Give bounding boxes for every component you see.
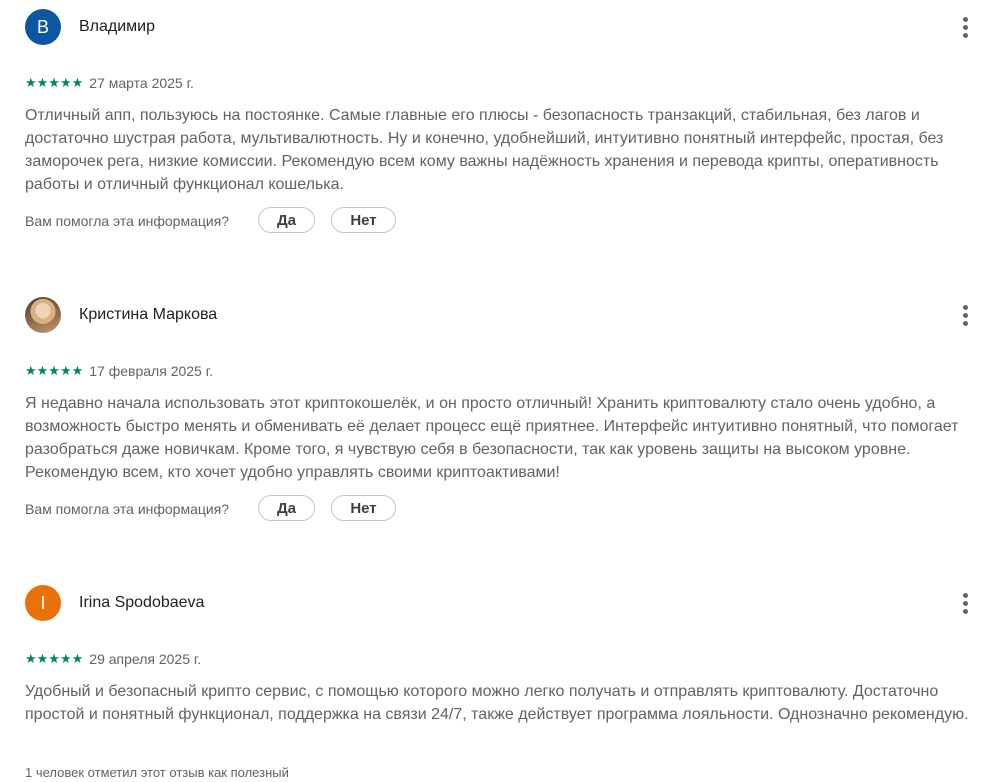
- review-date: 29 апреля 2025 г.: [89, 651, 202, 667]
- more-options-button[interactable]: [954, 303, 978, 327]
- helpful-yes-button[interactable]: Да: [258, 495, 315, 521]
- star-rating: ★★★★★: [25, 75, 84, 90]
- star-rating: ★★★★★: [25, 363, 84, 378]
- helpful-yes-button[interactable]: Да: [258, 207, 315, 233]
- helpful-no-button[interactable]: Нет: [331, 207, 396, 233]
- more-vert-icon: [963, 601, 968, 606]
- more-vert-icon: [963, 593, 968, 598]
- review-meta: [25, 74, 194, 92]
- review-date: 17 февраля 2025 г.: [89, 363, 214, 379]
- more-vert-icon: [963, 321, 968, 326]
- review-header: [25, 297, 975, 333]
- review-author: Кристина Маркова: [79, 306, 218, 323]
- review-header: [25, 585, 975, 621]
- review-author: Irina Spodobaeva: [79, 594, 205, 611]
- helpful-question: Вам помогла эта информация?: [25, 501, 230, 517]
- star-rating: ★★★★★: [25, 651, 84, 666]
- more-vert-icon: [963, 305, 968, 310]
- helpful-prompt: [25, 495, 625, 523]
- review-meta: [25, 362, 213, 380]
- avatar: I: [25, 585, 61, 621]
- more-vert-icon: [963, 609, 968, 614]
- more-vert-icon: [963, 33, 968, 38]
- review-text: Удобный и безопасный крипто сервис, с помощью которого можно легко получать и отправлять криптовалюту. Достаточно простой и понятный функционал, поддержка на связи 24/7, также действует программа лояльности. Однозначно рекомендую.: [25, 683, 969, 723]
- review-date: 27 марта 2025 г.: [89, 75, 194, 91]
- review-meta: [25, 650, 201, 668]
- review-header: [25, 9, 975, 45]
- more-options-button[interactable]: [954, 591, 978, 615]
- more-vert-icon: [963, 25, 968, 30]
- helpful-question: Вам помогла эта информация?: [25, 213, 230, 229]
- review-text: Я недавно начала использовать этот криптокошелёк, и он просто отличный! Хранить криптовалюту стало очень удобно, а возможность быстро менять и обменивать её делает процесс ещё приятнее. Интерфейс интуитивно понятный, что помогает разобраться даже новичкам. Кроме того, я чувствую себя в безопасности, так как уровень защиты на высоком уровне. Рекомендую всем, кто хочет удобно управлять своими криптоактивами!: [25, 395, 959, 481]
- avatar: В: [25, 9, 61, 45]
- review-text: Отличный апп, пользуюсь на постоянке. Самые главные его плюсы - безопасность транзакций, стабильная, без лагов и достаточно шустрая работа, мультивалютность. Ну и конечно, удобнейший, интуитивно понятный интерфейс, простая, без заморочек рега, низкие комиссии. Рекомендую всем кому важны надёжность хранения и перевода крипты, оперативность работы и отличный функционал кошелька.: [25, 107, 944, 193]
- review-author: Владимир: [79, 18, 156, 35]
- avatar: [25, 297, 61, 333]
- helpful-prompt: [25, 207, 625, 235]
- more-vert-icon: [963, 313, 968, 318]
- more-options-button[interactable]: [954, 15, 978, 39]
- helpful-no-button[interactable]: Нет: [331, 495, 396, 521]
- more-vert-icon: [963, 17, 968, 22]
- helpful-count: 1 человек отметил этот отзыв как полезный: [25, 765, 289, 780]
